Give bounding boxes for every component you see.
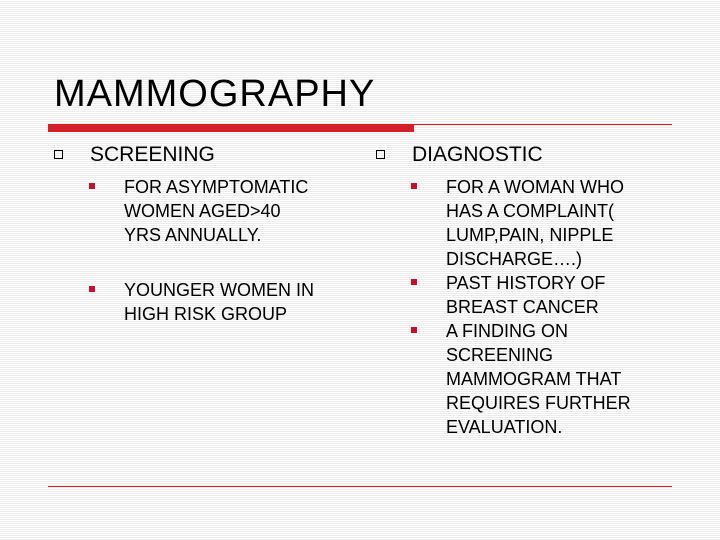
item-line: DISCHARGE….) (446, 249, 583, 269)
red-square-bullet-icon (89, 286, 95, 292)
slide-title: MAMMOGRAPHY (54, 73, 376, 115)
red-square-bullet-icon (411, 183, 417, 189)
title-underline-accent (48, 124, 414, 132)
item-line: YRS ANNUALLY. (124, 225, 262, 245)
footer-divider (48, 486, 672, 487)
screening-column (54, 142, 354, 326)
hollow-square-bullet-icon (376, 150, 385, 159)
title-underline-thin (414, 124, 672, 125)
item-line: YOUNGER WOMEN IN (124, 280, 315, 300)
item-line: PAST HISTORY OF (446, 273, 606, 293)
diagnostic-heading: DIAGNOSTIC (412, 143, 543, 166)
item-line: MAMMOGRAM THAT (446, 369, 622, 389)
hollow-square-bullet-icon (54, 150, 63, 159)
item-line: FOR A WOMAN WHO (446, 177, 624, 197)
item-line: HAS A COMPLAINT( (446, 201, 615, 221)
diagnostic-item-complaint (376, 175, 676, 271)
screening-heading: SCREENING (90, 143, 215, 166)
screening-item-asymptomatic (54, 175, 354, 247)
item-line: LUMP,PAIN, NIPPLE (446, 225, 614, 245)
diagnostic-column (376, 142, 676, 439)
item-line: REQUIRES FURTHER (446, 393, 631, 413)
item-line: HIGH RISK GROUP (124, 304, 288, 324)
item-line: WOMEN AGED>40 (124, 201, 281, 221)
item-line: SCREENING (446, 345, 554, 365)
item-line: EVALUATION. (446, 417, 563, 437)
diagnostic-heading-item (376, 142, 676, 168)
screening-list (54, 175, 354, 326)
red-square-bullet-icon (411, 327, 417, 333)
diagnostic-item-screening-finding (376, 319, 676, 439)
diagnostic-list (376, 175, 676, 439)
screening-item-high-risk (54, 278, 354, 326)
screening-heading-item (54, 142, 354, 168)
item-line: A FINDING ON (446, 321, 569, 341)
item-line: BREAST CANCER (446, 297, 599, 317)
diagnostic-item-history (376, 271, 676, 319)
item-line: FOR ASYMPTOMATIC (124, 177, 309, 197)
red-square-bullet-icon (89, 183, 95, 189)
red-square-bullet-icon (411, 279, 417, 285)
